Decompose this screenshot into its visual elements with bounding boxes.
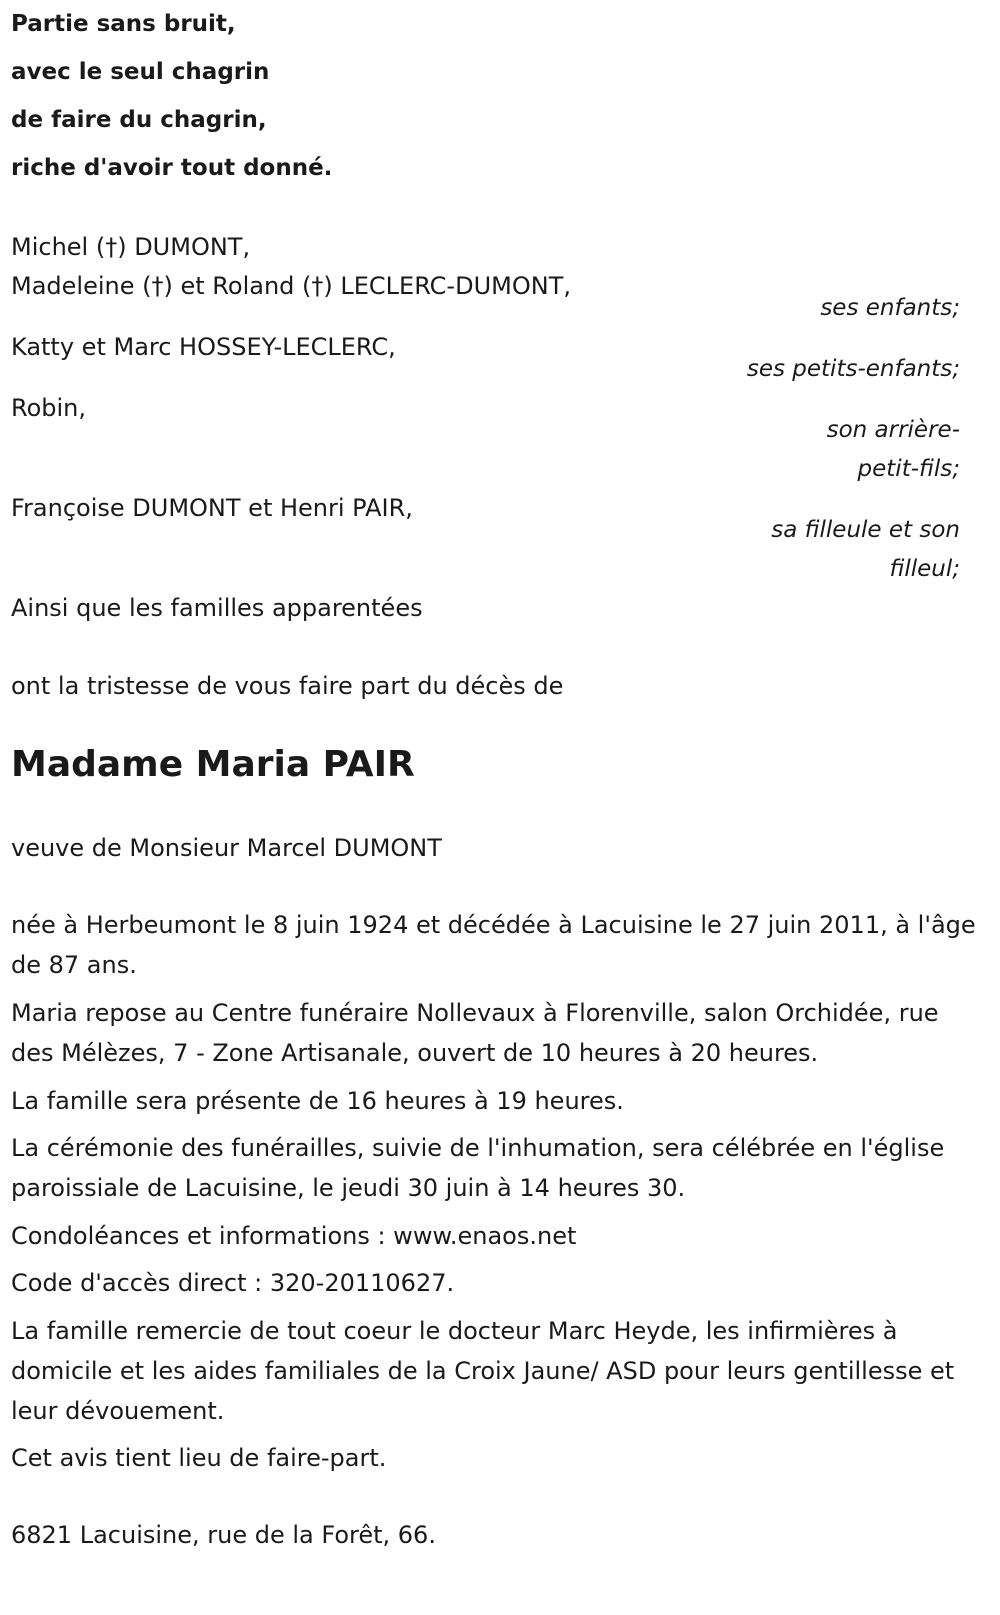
access-code-paragraph: Code d'accès direct : 320-20110627.: [11, 1269, 455, 1297]
godchildren-relation-line-2: filleul;: [889, 556, 960, 582]
children-line-1: Michel (†) DUMONT,: [11, 233, 251, 261]
poem-line-3: de faire du chagrin,: [11, 107, 267, 133]
godchildren-relation-line-1: sa filleule et son: [771, 517, 960, 543]
address-line: 6821 Lacuisine, rue de la Forêt, 66.: [11, 1521, 436, 1549]
great-grandchild-relation-line-1: son arrière-: [826, 417, 960, 443]
deceased-name: Madame Maria PAIR: [11, 744, 415, 785]
announcement-text: ont la tristesse de vous faire part du décès de: [11, 672, 564, 700]
children-relation: ses enfants;: [820, 295, 960, 321]
notice-paragraph: Cet avis tient lieu de faire-part.: [11, 1444, 387, 1472]
poem-line-4: riche d'avoir tout donné.: [11, 155, 333, 181]
grandchildren-line: Katty et Marc HOSSEY-LECLERC,: [11, 333, 396, 361]
poem-line-2: avec le seul chagrin: [11, 59, 270, 85]
birth-death-paragraph: née à Herbeumont le 8 juin 1924 et décédée à Lacuisine le 27 juin 2011, à l'âge de 87 ans.: [11, 911, 976, 979]
family-presence-paragraph: La famille sera présente de 16 heures à 19 heures.: [11, 1087, 624, 1115]
ceremony-paragraph: La cérémonie des funérailles, suivie de l'inhumation, sera célébrée en l'église paroissiale de Lacuisine, le jeudi 30 juin à 14 heures 30.: [11, 1134, 945, 1202]
condolences-paragraph: Condoléances et informations : www.enaos.net: [11, 1222, 577, 1250]
related-families-line: Ainsi que les familles apparentées: [11, 594, 423, 622]
poem-line-1: Partie sans bruit,: [11, 11, 236, 37]
godchildren-line: Françoise DUMONT et Henri PAIR,: [11, 494, 413, 522]
grandchildren-relation: ses petits-enfants;: [746, 356, 960, 382]
widow-of-text: veuve de Monsieur Marcel DUMONT: [11, 834, 442, 862]
thanks-paragraph: La famille remercie de tout coeur le docteur Marc Heyde, les infirmières à domicile et les aides familiales de la Croix Jaune/ ASD pour leurs gentillesse et leur dévouement.: [11, 1317, 955, 1425]
great-grandchild-relation-line-2: petit-fils;: [857, 456, 960, 482]
children-line-2: Madeleine (†) et Roland (†) LECLERC-DUMONT,: [11, 272, 571, 300]
great-grandchild-line: Robin,: [11, 394, 87, 422]
repose-paragraph: Maria repose au Centre funéraire Nollevaux à Florenville, salon Orchidée, rue des Mélèzes, 7 - Zone Artisanale, ouvert de 10 heures à 20 heures.: [11, 999, 939, 1067]
